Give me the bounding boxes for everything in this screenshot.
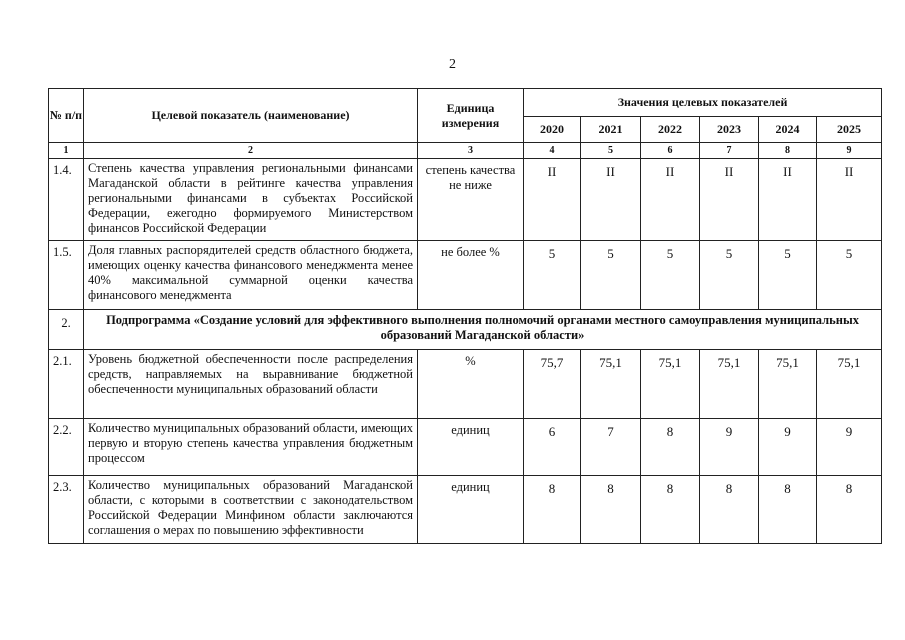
row-value: 75,1 [759,350,817,419]
header-year: 2021 [581,117,641,143]
header-unit: Единица измерения [418,89,524,143]
table-row [49,159,882,241]
row-value: 75,1 [700,350,759,419]
row-value: 8 [700,476,759,544]
row-num: 1.4. [49,159,84,241]
header-row-top [49,89,882,117]
index-cell: 1 [49,143,84,159]
row-value: 9 [700,419,759,476]
index-cell: 5 [581,143,641,159]
row-name: Количество муниципальных образований области, имеющих первую и вторую степень качества управления бюджетным процессом [84,419,418,476]
row-value: 5 [641,241,700,310]
row-num: 2.3. [49,476,84,544]
row-num: 2.1. [49,350,84,419]
row-value: 5 [817,241,882,310]
header-year: 2020 [524,117,581,143]
row-value: 8 [817,476,882,544]
row-value: 75,7 [524,350,581,419]
index-cell: 6 [641,143,700,159]
section-row [49,310,882,350]
row-value: 75,1 [641,350,700,419]
index-cell: 9 [817,143,882,159]
row-value: 8 [581,476,641,544]
row-value: 5 [700,241,759,310]
row-name: Количество муниципальных образований Магаданской области, с которыми в соответствии с законодательством Российской Федерации Минфином области заключаются соглашения о мерах по повышению эффективности [84,476,418,544]
section-title: Подпрограмма «Создание условий для эффективного выполнения полномочий органами местного самоуправления муниципальных образований Магаданской области» [84,310,882,350]
header-num: № п/п [49,89,84,143]
row-unit: не более % [418,241,524,310]
header-name: Целевой показатель (наименование) [84,89,418,143]
row-value: 9 [759,419,817,476]
row-unit: единиц [418,419,524,476]
row-unit: степень качества не ниже [418,159,524,241]
row-value: 5 [759,241,817,310]
row-unit: % [418,350,524,419]
header-year: 2024 [759,117,817,143]
target-indicators-table [48,88,882,544]
row-value: II [641,159,700,241]
row-value: II [700,159,759,241]
section-num: 2. [49,310,84,350]
row-value: 8 [641,476,700,544]
index-row [49,143,882,159]
row-value: 75,1 [817,350,882,419]
index-cell: 4 [524,143,581,159]
row-name: Степень качества управления региональными финансами Магаданской области в рейтинге качества управления региональными финансами в субъектах Российской Федерации, ежегодно формируемого Министерством финансов Российской Федерации [84,159,418,241]
index-cell: 2 [84,143,418,159]
header-year: 2023 [700,117,759,143]
table-row [49,350,882,419]
header-year: 2025 [817,117,882,143]
row-value: 8 [641,419,700,476]
row-value: 9 [817,419,882,476]
row-value: 8 [759,476,817,544]
row-value: II [759,159,817,241]
row-num: 2.2. [49,419,84,476]
row-value: II [817,159,882,241]
row-value: 6 [524,419,581,476]
row-value: II [524,159,581,241]
row-value: 75,1 [581,350,641,419]
index-cell: 3 [418,143,524,159]
page-number: 2 [449,57,456,72]
row-value: 5 [524,241,581,310]
table-row [49,419,882,476]
row-num: 1.5. [49,241,84,310]
table-row [49,241,882,310]
row-value: 7 [581,419,641,476]
index-cell: 8 [759,143,817,159]
row-value: 5 [581,241,641,310]
table-row [49,476,882,544]
row-name: Уровень бюджетной обеспеченности после распределения средств, направляемых на выравнивание бюджетной обеспеченности муниципальных образований области [84,350,418,419]
row-value: 8 [524,476,581,544]
header-year: 2022 [641,117,700,143]
header-values-group: Значения целевых показателей [524,89,882,117]
index-cell: 7 [700,143,759,159]
row-value: II [581,159,641,241]
row-unit: единиц [418,476,524,544]
row-name: Доля главных распорядителей средств областного бюджета, имеющих оценку качества финансового менеджмента менее 40% максимальной суммарной оценки качества финансового менеджмента [84,241,418,310]
